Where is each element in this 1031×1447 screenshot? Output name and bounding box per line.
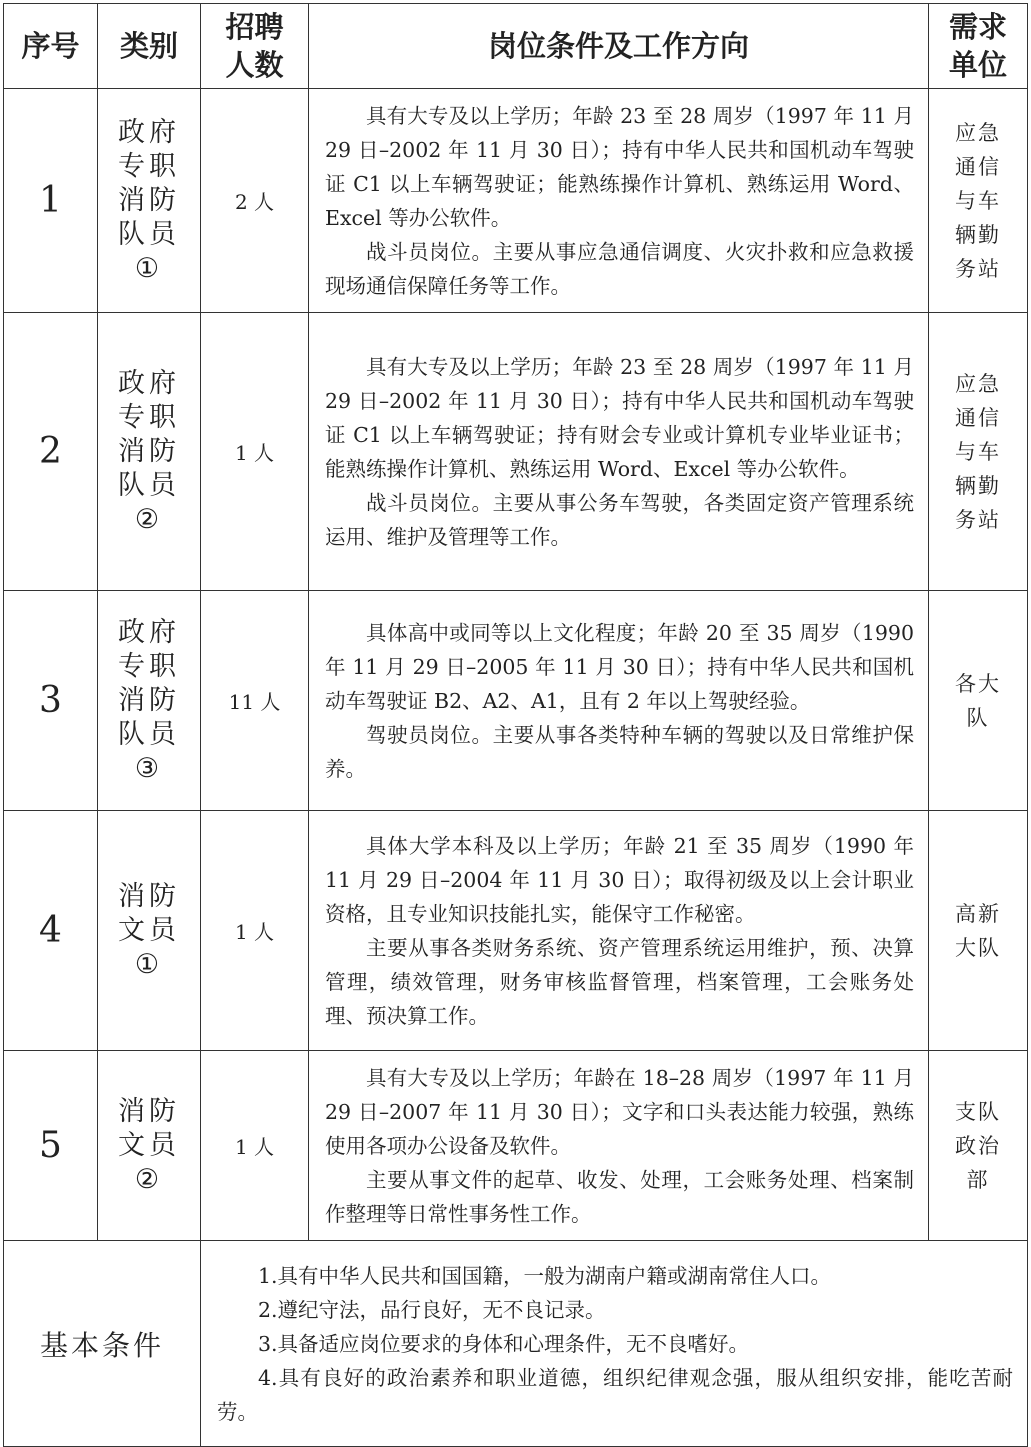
category-line: ② — [134, 503, 164, 535]
unit-line: 支队 — [955, 1099, 1001, 1124]
category-line: ② — [134, 1163, 164, 1195]
header-count-line: 人数 — [225, 48, 284, 82]
row-conditions — [309, 313, 929, 591]
unit-line: 大队 — [955, 935, 1001, 960]
unit-line: 务站 — [955, 507, 1001, 532]
row-count: 11 人 — [201, 591, 309, 811]
category-line: 队员 — [118, 718, 180, 750]
row-unit — [929, 313, 1028, 591]
category-line: 消防 — [118, 435, 180, 467]
row-conditions — [309, 1051, 929, 1241]
conditions-paragraph: 具体高中或同等以上文化程度；年龄 20 至 35 周岁（1990 年 11 月 29 日–2005 年 11 月 30 日）；持有中华人民共和国机动车驾驶证 B2、A2、A1，且有 2 年以上驾驶经验。 — [325, 620, 914, 713]
category-line: ① — [134, 252, 164, 284]
conditions-paragraph: 具有大专及以上学历；年龄在 18–28 周岁（1997 年 11 月 29 日–2007 年 11 月 30 日）；文字和口头表达能力较强，熟练使用各项办公设备及软件。 — [325, 1065, 914, 1158]
unit-line: 与车 — [955, 439, 1001, 464]
unit-line: 各大 — [955, 671, 1001, 696]
row-category — [98, 591, 201, 811]
category-line: 消防 — [118, 1095, 180, 1127]
basic-condition-item: 1.具有中华人民共和国国籍，一般为湖南户籍或湖南常住人口。 — [258, 1263, 832, 1288]
unit-line: 政治 — [955, 1133, 1001, 1158]
unit-line: 辆勤 — [955, 473, 1001, 498]
unit-line: 通信 — [955, 154, 1001, 179]
row-seq: 5 — [4, 1051, 98, 1241]
unit-line: 高新 — [955, 901, 1001, 926]
row-conditions — [309, 591, 929, 811]
table-row — [4, 591, 1028, 811]
header-unit-line: 需求 — [948, 10, 1007, 44]
conditions-paragraph: 战斗员岗位。主要从事应急通信调度、火灾扑救和应急救援现场通信保障任务等工作。 — [325, 239, 914, 298]
conditions-paragraph: 战斗员岗位。主要从事公务车驾驶，各类固定资产管理系统运用、维护及管理等工作。 — [325, 490, 914, 549]
category-line: 队员 — [118, 218, 180, 250]
row-seq: 1 — [4, 89, 98, 313]
unit-line: 务站 — [955, 256, 1001, 281]
row-count: 1 人 — [201, 811, 309, 1051]
category-line: 消防 — [118, 880, 180, 912]
conditions-paragraph: 主要从事各类财务系统、资产管理系统运用维护，预、决算管理，绩效管理，财务审核监督管理，档案管理，工会账务处理、预决算工作。 — [325, 935, 914, 1028]
basic-condition-item: 4.具有良好的政治素养和职业道德，组织纪律观念强，服从组织安排，能吃苦耐劳。 — [217, 1365, 1013, 1424]
conditions-paragraph: 具体大学本科及以上学历；年龄 21 至 35 周岁（1990 年 11 月 29 日–2004 年 11 月 30 日）；取得初级及以上会计职业资格，且专业知识技能扎实，能保守工作秘密。 — [325, 833, 914, 926]
row-category — [98, 89, 201, 313]
category-line: 消防 — [118, 684, 180, 716]
category-line: ③ — [134, 752, 164, 784]
unit-line: 与车 — [955, 188, 1001, 213]
row-count: 1 人 — [201, 1051, 309, 1241]
header-unit-line: 单位 — [948, 48, 1007, 82]
category-line: 消防 — [118, 184, 180, 216]
unit-line: 部 — [966, 1167, 990, 1192]
row-conditions — [309, 89, 929, 313]
row-count: 1 人 — [201, 313, 309, 591]
header-row — [4, 4, 1028, 89]
row-seq: 2 — [4, 313, 98, 591]
row-conditions — [309, 811, 929, 1051]
row-category — [98, 811, 201, 1051]
header-count — [201, 4, 309, 89]
header-count-line: 招聘 — [225, 10, 284, 44]
conditions-paragraph: 主要从事文件的起草、收发、处理，工会账务处理、档案制作整理等日常性事务性工作。 — [325, 1167, 914, 1226]
unit-line: 应急 — [955, 120, 1001, 145]
row-category — [98, 1051, 201, 1241]
table-row — [4, 1051, 1028, 1241]
row-unit — [929, 591, 1028, 811]
basic-condition-item: 2.遵纪守法，品行良好，无不良记录。 — [258, 1297, 606, 1322]
table-row — [4, 89, 1028, 313]
conditions-paragraph: 具有大专及以上学历；年龄 23 至 28 周岁（1997 年 11 月 29 日–2002 年 11 月 30 日）；持有中华人民共和国机动车驾驶证 C1 以上车辆驾驶证；持有财会专业或计算机专业毕业证书；能熟练操作计算机、熟练运用 Word、Excel 等办公软件。 — [325, 354, 914, 481]
unit-line: 辆勤 — [955, 222, 1001, 247]
basic-conditions-list — [201, 1241, 1028, 1447]
category-line: 政府 — [118, 367, 180, 399]
category-line: 政府 — [118, 616, 180, 648]
header-conditions: 岗位条件及工作方向 — [309, 4, 929, 89]
row-seq: 4 — [4, 811, 98, 1051]
row-count: 2 人 — [201, 89, 309, 313]
row-category — [98, 313, 201, 591]
row-unit — [929, 811, 1028, 1051]
table-row — [4, 811, 1028, 1051]
header-category: 类别 — [98, 4, 201, 89]
category-line: 专职 — [118, 650, 180, 682]
basic-condition-item: 3.具备适应岗位要求的身体和心理条件，无不良嗜好。 — [258, 1331, 750, 1356]
row-seq: 3 — [4, 591, 98, 811]
unit-line: 通信 — [955, 405, 1001, 430]
conditions-paragraph: 驾驶员岗位。主要从事各类特种车辆的驾驶以及日常维护保养。 — [325, 722, 914, 781]
row-unit — [929, 1051, 1028, 1241]
category-line: 文员 — [118, 1129, 180, 1161]
basic-conditions-row — [4, 1241, 1028, 1447]
category-line: ① — [134, 948, 164, 980]
unit-line: 应急 — [955, 371, 1001, 396]
row-unit — [929, 89, 1028, 313]
header-seq: 序号 — [4, 4, 98, 89]
conditions-paragraph: 具有大专及以上学历；年龄 23 至 28 周岁（1997 年 11 月 29 日–2002 年 11 月 30 日）；持有中华人民共和国机动车驾驶证 C1 以上车辆驾驶证；能熟练操作计算机、熟练运用 Word、Excel 等办公软件。 — [325, 103, 914, 230]
category-line: 专职 — [118, 150, 180, 182]
table-row — [4, 313, 1028, 591]
category-line: 队员 — [118, 469, 180, 501]
category-line: 政府 — [118, 116, 180, 148]
category-line: 文员 — [118, 914, 180, 946]
header-unit — [929, 4, 1028, 89]
unit-line: 队 — [966, 705, 990, 730]
recruitment-table — [3, 3, 1028, 1447]
basic-conditions-label: 基本条件 — [4, 1241, 201, 1447]
category-line: 专职 — [118, 401, 180, 433]
